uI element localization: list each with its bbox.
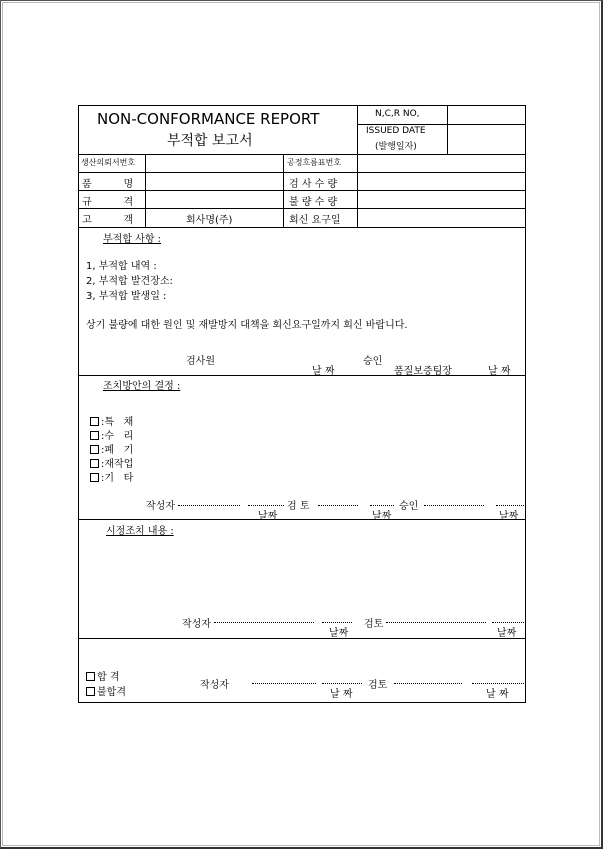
header-divider bbox=[357, 105, 358, 154]
option-special-accept[interactable] bbox=[90, 413, 133, 428]
defect-qty-label: 불 량 수 량 bbox=[289, 197, 338, 208]
section2-approve-line bbox=[424, 505, 484, 506]
header-value-divider bbox=[447, 105, 448, 154]
section2-approve-label: 승인 bbox=[399, 501, 419, 512]
section3-writer-label: 작성자 bbox=[182, 619, 211, 630]
section1-item-3: 3, 부적합 발생일 : bbox=[86, 291, 167, 302]
checkbox[interactable] bbox=[90, 431, 99, 440]
option-label: :수 리 bbox=[101, 431, 134, 442]
section3-date1-line bbox=[322, 622, 352, 623]
section2-writer-label: 작성자 bbox=[146, 501, 175, 512]
inspect-qty-label: 검 사 수 량 bbox=[289, 179, 338, 190]
result-pass-label: 합 격 bbox=[97, 672, 120, 683]
section3-heading: 시정조치 내용 : bbox=[106, 526, 174, 537]
section3-writer-line bbox=[214, 622, 314, 623]
section1-item-2: 2, 부적합 발견장소: bbox=[86, 276, 173, 287]
info-col-3 bbox=[357, 154, 358, 227]
section3-review-line bbox=[386, 622, 486, 623]
section2-date3-line bbox=[496, 505, 524, 506]
section4-review-line bbox=[394, 683, 462, 684]
title-en: NON-CONFORMANCE REPORT bbox=[97, 110, 320, 128]
info-col-1 bbox=[145, 154, 146, 227]
checkbox[interactable] bbox=[86, 687, 95, 696]
req-no-label: 생산의뢰서번호 bbox=[81, 158, 136, 167]
result-fail[interactable] bbox=[86, 683, 126, 698]
section4-writer-label: 작성자 bbox=[200, 680, 229, 691]
issued-date-label-ko: (발행일자) bbox=[375, 142, 417, 152]
checkbox[interactable] bbox=[86, 672, 95, 681]
section1-date-1: 날 짜 bbox=[312, 366, 335, 377]
section2-date-1: 날짜 bbox=[258, 511, 278, 522]
header-mid-line bbox=[357, 124, 526, 125]
option-label: :폐 기 bbox=[101, 445, 134, 456]
section4-date2-line bbox=[472, 683, 524, 684]
option-rework[interactable] bbox=[90, 455, 133, 470]
company-value: 회사명(주) bbox=[186, 215, 233, 226]
section3-date-2: 날짜 bbox=[497, 628, 517, 639]
section2-bottom-line bbox=[78, 519, 526, 520]
option-label: :특 채 bbox=[101, 417, 134, 428]
result-pass[interactable] bbox=[86, 668, 120, 683]
section2-review-label: 검 토 bbox=[287, 501, 310, 512]
section2-date1-line bbox=[248, 505, 284, 506]
checkbox[interactable] bbox=[90, 459, 99, 468]
section2-date-2: 날짜 bbox=[372, 511, 392, 522]
section3-date2-line bbox=[492, 622, 524, 623]
section4-date-2: 날 짜 bbox=[486, 689, 509, 700]
checkbox[interactable] bbox=[90, 445, 99, 454]
section4-writer-line bbox=[252, 683, 316, 684]
info-line-4 bbox=[78, 227, 526, 228]
section2-heading: 조치방안의 결정 : bbox=[103, 381, 181, 392]
option-label: :기 타 bbox=[101, 473, 134, 484]
process-no-label: 공정흐름표번호 bbox=[287, 158, 342, 167]
inspector-label: 검사원 bbox=[186, 356, 215, 367]
option-repair[interactable] bbox=[90, 427, 133, 442]
issued-date-label: ISSUED DATE bbox=[366, 126, 426, 136]
ncr-no-label: N,C,R NO, bbox=[375, 109, 420, 119]
info-col-2 bbox=[283, 154, 284, 227]
section4-review-label: 검토 bbox=[368, 680, 388, 691]
section1-heading: 부적합 사항 : bbox=[103, 234, 162, 245]
reply-date-label: 회신 요구일 bbox=[289, 215, 341, 226]
section2-writer-line bbox=[178, 505, 240, 506]
spec-label: 규 격 bbox=[82, 197, 134, 208]
checkbox[interactable] bbox=[90, 473, 99, 482]
section3-review-label: 검토 bbox=[364, 619, 384, 630]
section4-date-1: 날 짜 bbox=[330, 689, 353, 700]
option-scrap[interactable] bbox=[90, 441, 133, 456]
section3-date-1: 날짜 bbox=[329, 628, 349, 639]
section1-bottom-line bbox=[78, 375, 526, 376]
section1-date-2: 날 짜 bbox=[488, 366, 511, 377]
section2-review-line bbox=[318, 505, 358, 506]
result-fail-label: 불합격 bbox=[97, 687, 126, 698]
section3-bottom-line bbox=[78, 638, 526, 639]
section2-date2-line bbox=[370, 505, 394, 506]
option-label: :재작업 bbox=[101, 459, 134, 470]
checkbox[interactable] bbox=[90, 417, 99, 426]
customer-label: 고 객 bbox=[82, 215, 134, 226]
approve-label: 승인 bbox=[363, 356, 383, 367]
option-other[interactable] bbox=[90, 469, 133, 484]
section1-request-text: 상기 불량에 대한 원인 및 재발방지 대책을 회신요구일까지 회신 바랍니다. bbox=[86, 320, 408, 331]
item-label: 품 명 bbox=[82, 179, 134, 190]
section1-item-1: 1, 부적합 내역 : bbox=[86, 261, 157, 272]
qa-lead-label: 품질보증팀장 bbox=[394, 366, 452, 377]
section4-date1-line bbox=[322, 683, 362, 684]
title-ko: 부적합 보고서 bbox=[167, 133, 253, 149]
section2-date-3: 날짜 bbox=[499, 511, 519, 522]
